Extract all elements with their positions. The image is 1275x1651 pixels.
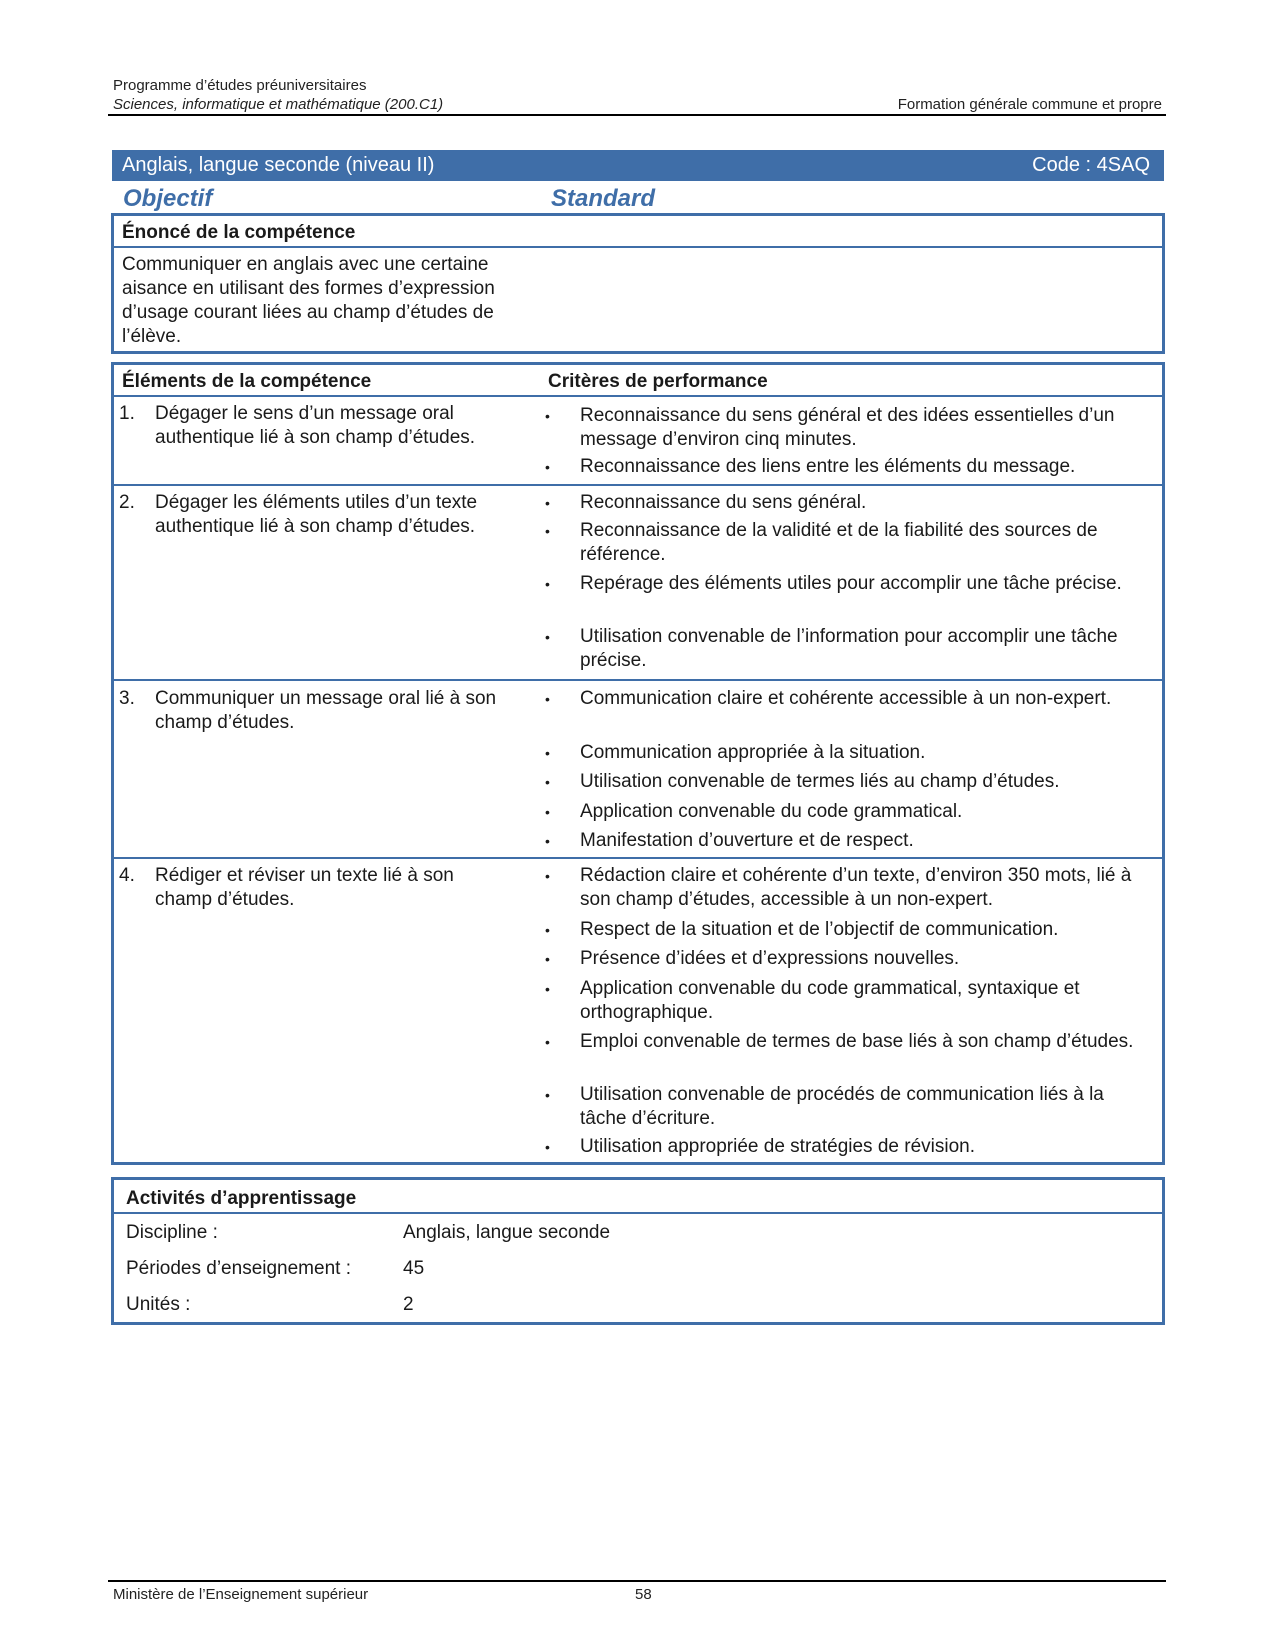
element-number: 2. [119, 492, 135, 513]
criterion: Utilisation appropriée de stratégies de révision. [580, 1136, 975, 1157]
bullet-icon: • [545, 629, 550, 645]
program-header: Programme d’études préuniversitaires [113, 77, 367, 94]
criterion: Utilisation convenable de termes liés au champ d’études. [580, 771, 1060, 792]
element-number: 4. [119, 865, 135, 886]
periodes-value: 45 [403, 1258, 425, 1279]
bullet-icon: • [545, 495, 550, 511]
criterion: Application convenable du code grammatical, syntaxique et orthographique. [580, 978, 1080, 1023]
standard-heading: Standard [551, 185, 656, 212]
table-header-divider [112, 395, 1164, 397]
criterion: Rédaction claire et cohérente d’un texte, d’environ 350 mots, lié à son champ d’études, accessible à un non-expert. [580, 865, 1132, 910]
criterion: Manifestation d’ouverture et de respect. [580, 830, 914, 851]
criterion: Reconnaissance du sens général et des idées essentielles d’un message d’environ cinq minutes. [580, 405, 1115, 450]
unites-value: 2 [403, 1294, 414, 1315]
header-rule [108, 114, 1166, 116]
elements-title: Éléments de la compétence [122, 371, 372, 392]
objectif-heading: Objectif [123, 185, 213, 212]
row-divider [112, 484, 1164, 486]
element-text: Communiquer un message oral lié à son champ d’études. [155, 688, 497, 733]
course-title: Anglais, langue seconde (niveau II) [122, 154, 435, 176]
footer-ministry: Ministère de l’Enseignement supérieur [113, 1586, 369, 1603]
bullet-icon: • [545, 1139, 550, 1155]
bullet-icon: • [545, 745, 550, 761]
footer-rule [108, 1580, 1166, 1582]
page-number: 58 [635, 1586, 652, 1603]
bullet-icon: • [545, 951, 550, 967]
criterion: Utilisation convenable de procédés de communication liés à la tâche d’écriture. [580, 1084, 1104, 1129]
element-number: 3. [119, 688, 135, 709]
element-number: 1. [119, 403, 135, 424]
element-text: Rédiger et réviser un texte lié à son champ d’études. [155, 865, 454, 910]
discipline-value: Anglais, langue seconde [403, 1222, 611, 1243]
enonce-title: Énoncé de la compétence [122, 222, 356, 243]
criterion: Utilisation convenable de l’information pour accomplir une tâche précise. [580, 626, 1118, 671]
criterion: Respect de la situation et de l’objectif de communication. [580, 919, 1059, 940]
row-divider [112, 857, 1164, 859]
formation-label: Formation générale commune et propre [897, 96, 1162, 113]
course-title-bar [112, 150, 1164, 181]
enonce-divider [112, 246, 1164, 248]
element-text: Dégager les éléments utiles d’un texte authentique lié à son champ d’études. [155, 492, 478, 537]
criteria-title: Critères de performance [548, 371, 768, 392]
bullet-icon: • [545, 774, 550, 790]
criterion: Application convenable du code grammatical. [580, 801, 963, 822]
criterion: Reconnaissance du sens général. [580, 492, 867, 513]
criterion: Emploi convenable de termes de base liés à son champ d’études. [580, 1031, 1134, 1052]
course-code: Code : 4SAQ [1032, 154, 1150, 176]
discipline-label: Discipline : [126, 1222, 218, 1243]
criterion: Communication claire et cohérente accessible à un non-expert. [580, 688, 1112, 709]
bullet-icon: • [545, 1087, 550, 1103]
bullet-icon: • [545, 576, 550, 592]
bullet-icon: • [545, 981, 550, 997]
unites-label: Unités : [126, 1294, 191, 1315]
bullet-icon: • [545, 523, 550, 539]
bullet-icon: • [545, 833, 550, 849]
criterion: Présence d’idées et d’expressions nouvelles. [580, 948, 960, 969]
activities-divider [112, 1212, 1164, 1214]
bullet-icon: • [545, 804, 550, 820]
criterion: Reconnaissance des liens entre les éléments du message. [580, 456, 1076, 477]
criterion: Reconnaissance de la validité et de la fiabilité des sources de référence. [580, 520, 1098, 565]
activities-title: Activités d’apprentissage [126, 1188, 357, 1209]
program-subheader: Sciences, informatique et mathématique (200.C1) [113, 96, 444, 113]
bullet-icon: • [545, 1034, 550, 1050]
bullet-icon: • [545, 691, 550, 707]
bullet-icon: • [545, 868, 550, 884]
element-text: Dégager le sens d’un message oral authentique lié à son champ d’études. [155, 403, 476, 448]
bullet-icon: • [545, 922, 550, 938]
enonce-text: Communiquer en anglais avec une certaine aisance en utilisant des formes d’expression d’usage courant liées au champ d’études de l’élève. [122, 254, 495, 347]
criterion: Communication appropriée à la situation. [580, 742, 926, 763]
row-divider [112, 679, 1164, 681]
criterion: Repérage des éléments utiles pour accomplir une tâche précise. [580, 573, 1122, 594]
periodes-label: Périodes d’enseignement : [126, 1258, 351, 1279]
bullet-icon: • [545, 459, 550, 475]
bullet-icon: • [545, 408, 550, 424]
